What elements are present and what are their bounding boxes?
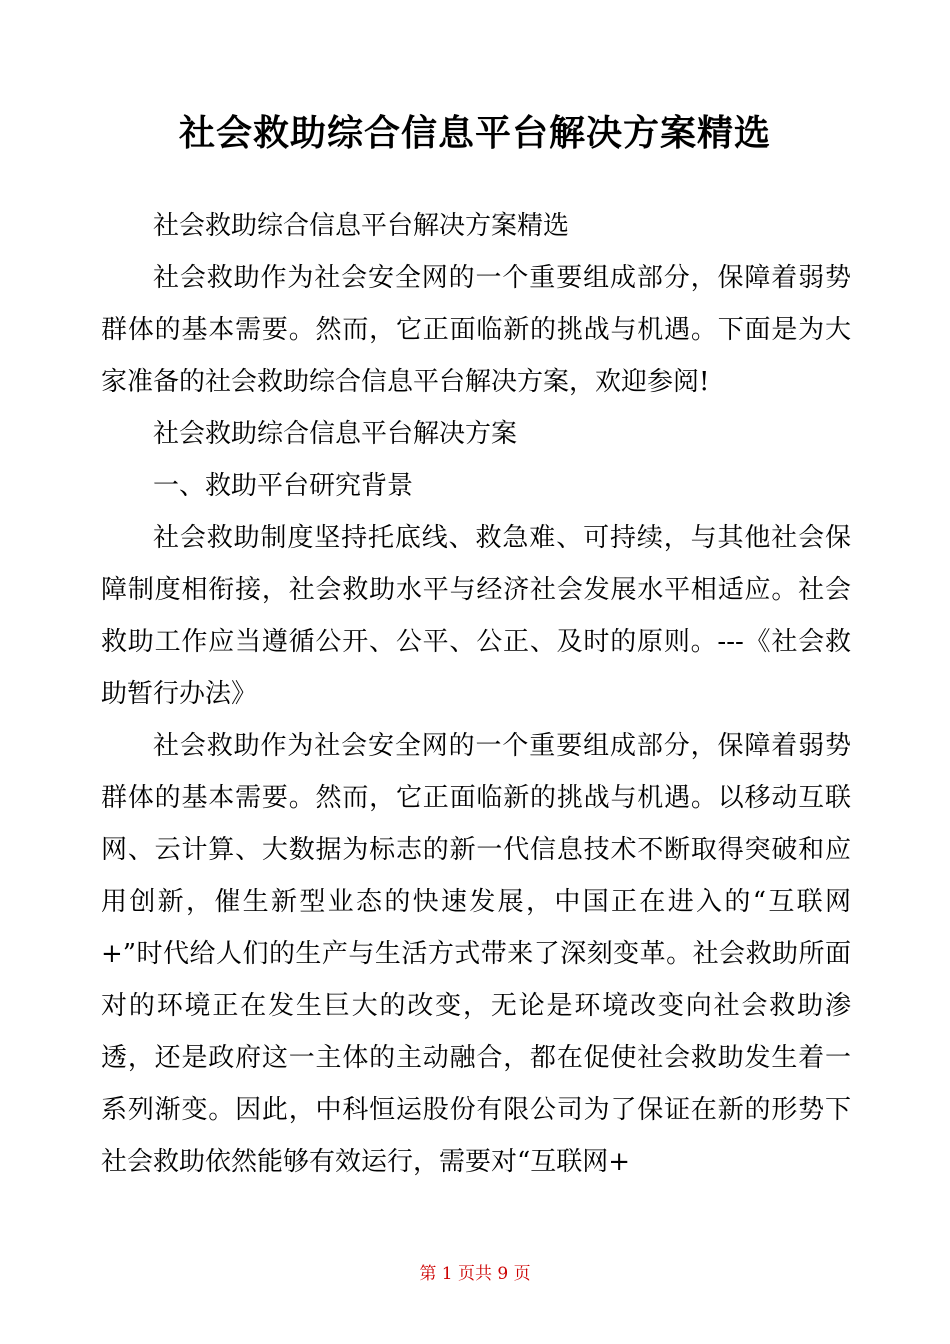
page-number-footer: 第 1 页共 9 页 [419, 1264, 531, 1284]
document-title: 社会救助综合信息平台解决方案精选 [178, 113, 771, 154]
paragraph-quote: 社会救助制度坚持托底线、救急难、可持续，与其他社会保障制度相衔接，社会救助水平与经济社会发展水平相适应。社会救助工作应当遵循公开、公平、公正、及时的原则。---《社会救助暂行办法》 [101, 523, 851, 709]
paragraph-intro: 社会救助作为社会安全网的一个重要组成部分，保障着弱势群体的基本需要。然而，它正面临新的挑战与机遇。下面是为大家准备的社会救助综合信息平台解决方案，欢迎参阅! [101, 263, 851, 397]
paragraph-heading-background: 一、救助平台研究背景 [153, 471, 414, 501]
paragraph-section-title: 社会救助综合信息平台解决方案 [153, 419, 518, 449]
paragraph-subtitle: 社会救助综合信息平台解决方案精选 [153, 211, 570, 241]
document-body [101, 200, 851, 1188]
paragraph-context: 社会救助作为社会安全网的一个重要组成部分，保障着弱势群体的基本需要。然而，它正面临新的挑战与机遇。以移动互联网、云计算、大数据为标志的新一代信息技术不断取得突破和应用创新，催生新型业态的快速发展，中国正在进入的“互联网+”时代给人们的生产与生活方式带来了深刻变革。社会救助所面对的环境正在发生巨大的改变，无论是环境改变向社会救助渗透，还是政府这一主体的主动融合，都在促使社会救助发生着一系列渐变。因此，中科恒运股份有限公司为了保证在新的形势下社会救助依然能够有效运行，需要对“互联网+ [101, 731, 851, 1177]
